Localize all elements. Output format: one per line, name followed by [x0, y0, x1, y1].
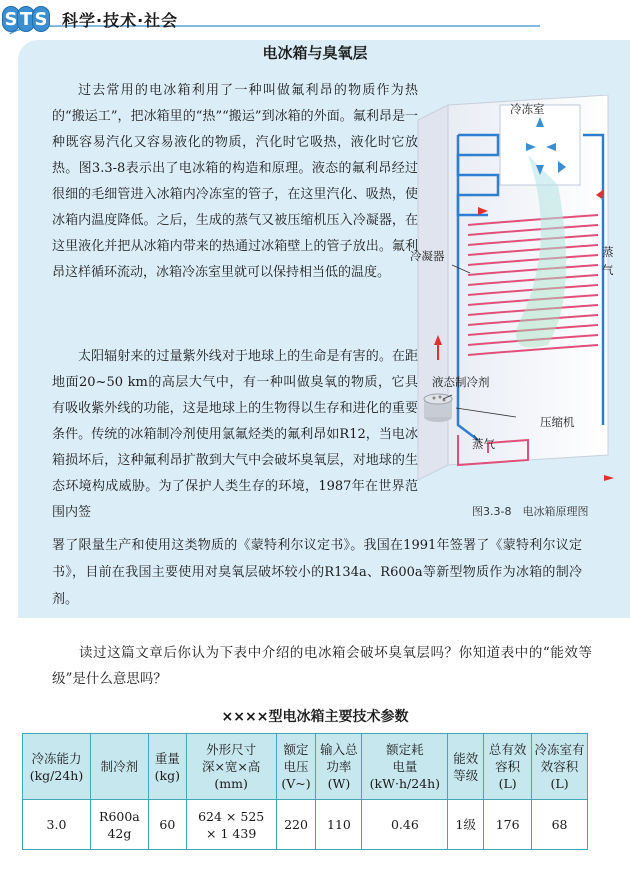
table-header-cell-line: 容积 [495, 759, 521, 774]
table-header-cell [362, 734, 448, 800]
table-header-cell-line: 额定 [283, 742, 309, 757]
table-header-cell-line: 功率 [326, 759, 352, 774]
label-vapor-right-1: 蒸 [602, 245, 614, 259]
table-cell-line: 60 [159, 817, 176, 832]
table-header-row [23, 734, 588, 800]
table-cell-line: R600a [99, 808, 140, 824]
table-header-cell-line: (mm) [214, 776, 248, 791]
table-cell [23, 800, 91, 850]
article-paragraph: 太阳辐射来的过量紫外线对于地球上的生命是有害的。在距地面20~50 km的高层大气中，有一种叫做臭氧的物质，它具有吸收紫外线的功能，这是地球上的生物得以生存和进化的重要条件。传统的冰箱制冷剂使用氯氟烃类的氟利昂如R12，当电冰箱损坏后，这种氟利昂扩散到大气中会破坏臭氧层，对地球的生态环境构成威胁。为了保护人类生存的环境，1987年在世界范围内签 [52, 349, 418, 520]
table-cell-line: 110 [327, 817, 351, 832]
table-header-cell-line: (kW·h/24h) [369, 776, 441, 791]
table-cell [148, 800, 186, 850]
table-cell-line: 3.0 [46, 817, 67, 832]
article-paragraph-continued: 署了限量生产和使用这类物质的《蒙特利尔议定书》。我国在1991年签署了《蒙特利尔议定书》，目前在我国主要使用对臭氧层破坏较小的R134a、R600a等新型物质作为冰箱的制冷剂。 [52, 538, 582, 607]
table-header-cell-line: 冷冻室有 [534, 742, 585, 757]
table-header-cell [448, 734, 484, 800]
compressor [424, 394, 452, 422]
table-row [23, 800, 588, 850]
table-header-cell-line: 输入总 [320, 742, 358, 757]
article-paragraph: 过去常用的电冰箱利用了一种叫做氟利昂的物质作为热的“搬运工”，把冰箱里的“热”“搬运”到冰箱的外面。氟利昂是一种既容易汽化又容易液化的物质，汽化时它吸热，液化时它放热。图3.3-8表示出了电冰箱的构造和原理。液态的氟利昂经过很细的毛细管进入冰箱内冷冻室的管子，在这里汽化、吸热，使冰箱内温度降低。之后，生成的蒸气又被压缩机压入冷凝器，在这里液化并把从冰箱内带来的热通过冰箱壁上的管子放出。氟利昂这样循环流动，冰箱冷冻室里就可以保持相当低的温度。 [52, 83, 418, 280]
table-header-cell-line: 电量 [392, 759, 418, 774]
table-header-cell [186, 734, 276, 800]
table-header-cell-line: (kg/24h) [29, 767, 84, 783]
table-header-cell [90, 734, 148, 800]
refrigerator-illustration [408, 95, 630, 525]
section-header [0, 0, 630, 44]
table-cell [362, 800, 448, 850]
table-cell [484, 800, 532, 850]
figure-caption: 图3.3-8 电冰箱原理图 [472, 505, 589, 518]
table-header-cell-line: 效容积 [540, 759, 579, 774]
table-cell-line: 42g [107, 825, 132, 841]
table-cell [448, 800, 484, 850]
label-freezer: 冷冻室 [510, 102, 545, 116]
table-cell [90, 800, 148, 850]
label-liquid-refrigerant: 液态制冷剂 [432, 375, 490, 389]
spec-table [22, 733, 588, 850]
table-header-cell [23, 734, 91, 800]
table-header-cell-line: 总有效 [488, 742, 527, 757]
table-cell-line: 0.46 [390, 817, 419, 832]
table-title: ××××型电冰箱主要技术参数 [221, 709, 409, 725]
table-header-cell [484, 734, 532, 800]
label-condenser: 冷凝器 [410, 249, 445, 263]
table-header-cell [532, 734, 588, 800]
table-cell-line: 220 [284, 817, 308, 832]
table-cell [532, 800, 588, 850]
refrigerator-diagram [408, 95, 630, 525]
table-header-cell [316, 734, 362, 800]
logo-letter: S [2, 6, 20, 32]
label-vapor-right-2: 气 [602, 263, 614, 277]
label-compressor: 压缩机 [540, 415, 575, 429]
logo-letter: S [32, 6, 50, 32]
table-cell [186, 800, 276, 850]
table-header-cell-line: 制冷剂 [100, 759, 139, 774]
table-cell-line: 1级 [455, 817, 476, 832]
article-title: 电冰箱与臭氧层 [262, 44, 368, 62]
table-header-cell-line: 等级 [453, 767, 479, 783]
table-header-cell-line: 冷冻能力 [31, 750, 82, 766]
logo-letter: T [17, 6, 35, 32]
table-header-cell-line: 外形尺寸 [206, 742, 257, 757]
table-header-cell-line: (kg) [154, 767, 180, 783]
sts-logo [2, 6, 47, 32]
table-cell-line: 176 [495, 817, 520, 832]
table-header-cell-line: (L) [498, 776, 517, 791]
table-cell-line: 68 [551, 817, 568, 832]
table-cell [276, 800, 316, 850]
table-cell-line: 624 × 525 [198, 808, 265, 824]
table-header-cell-line: (V~) [281, 776, 311, 791]
table-header-cell [148, 734, 186, 800]
label-vapor-bottom: 蒸气 [472, 437, 495, 451]
table-cell-line: × 1 439 [206, 825, 257, 841]
table-header-cell-line: (W) [327, 776, 351, 791]
table-header-cell-line: 能效 [453, 750, 479, 766]
section-title: 科学·技术·社会 [62, 11, 179, 30]
table-cell [316, 800, 362, 850]
table-header-cell-line: (L) [550, 776, 569, 791]
table-header-cell-line: 额定耗 [386, 742, 424, 757]
table-header-cell [276, 734, 316, 800]
table-header-cell-line: 深×宽×高 [201, 759, 261, 774]
question-text: 读过这篇文章后你认为下表中介绍的电冰箱会破坏臭氧层吗？你知道表中的“能效等级”是什么意思吗？ [52, 645, 592, 687]
table-header-cell-line: 重量 [154, 750, 180, 766]
table-header-cell-line: 电压 [283, 759, 309, 774]
